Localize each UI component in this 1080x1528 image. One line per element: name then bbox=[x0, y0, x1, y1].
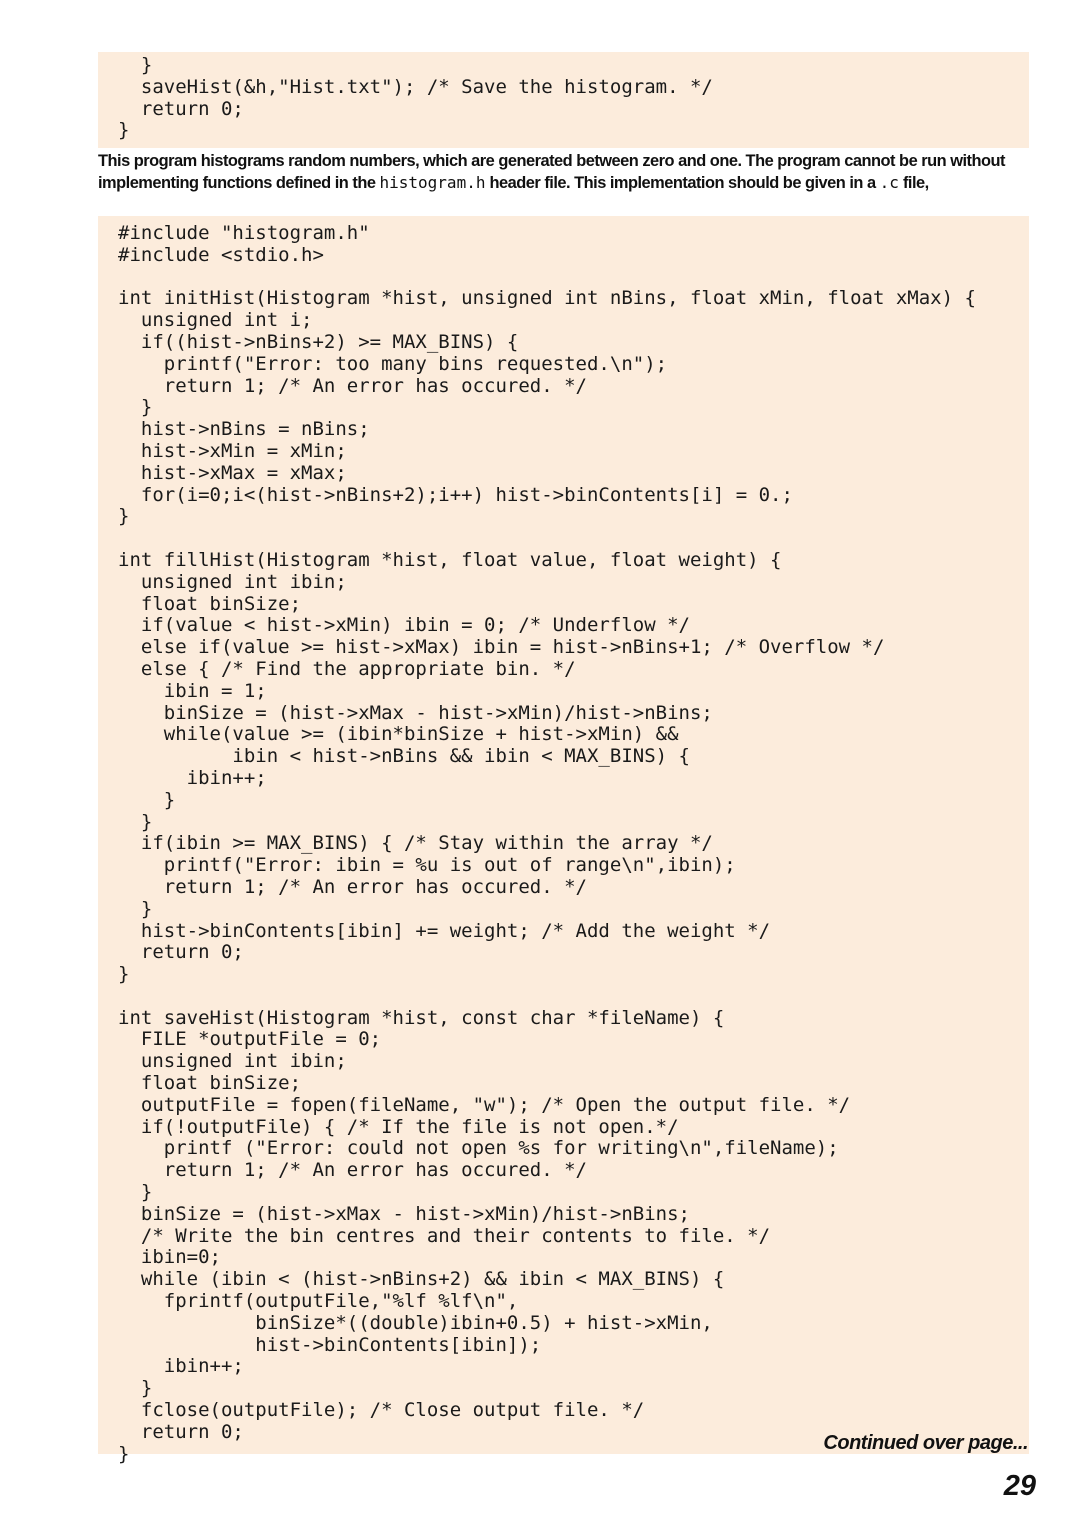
inline-code-header-file: histogram.h bbox=[379, 173, 486, 192]
code-listing-top: } saveHist(&h,"Hist.txt"); /* Save the histogram. */ return 0; } bbox=[118, 54, 713, 142]
code-listing-main: #include "histogram.h" #include <stdio.h> int initHist(Histogram *hist, unsigned int nBins, float xMin, float xMax) { unsigned int i; if((hist->nBins+2) >= MAX_BINS) { printf("Error: too many bins requested.\n"); return 1; /* An error has occured. */ } hist->nBins = nBins; hist->xMin = xMin; hist->xMax = xMax; for(i=0;i<(hist->nBins+2);i++) hist->binContents[i] = 0.; } int fillHist(Histogram *hist, float value, float weight) { unsigned int ibin; float binSize; if(value < hist->xMin) ibin = 0; /* Underflow */ else if(value >= hist->xMax) ibin = hist->nBins+1; /* Overflow */ else { /* Find the appropriate bin. */ ibin = 1; binSize = (hist->xMax - hist->xMin)/hist->nBins; while(value >= (ibin*binSize + hist->xMin) && ibin < hist->nBins && ibin < MAX_BINS) { ibin++; } } if(ibin >= MAX_BINS) { /* Stay within the array */ printf("Error: ibin = %u is out of range\n",ibin); return 1; /* An error has occured. */ } hist->binContents[ibin] += weight; /* Add the weight */ return 0; } int saveHist(Histogram *hist, const char *fileName) { FILE *outputFile = 0; unsigned int ibin; float binSize; outputFile = fopen(fileName, "w"); /* Open the output file. */ if(!outputFile) { /* If the file is not open.*/ printf ("Error: could not open %s for writing\n",fileName); return 1; /* An error has occured. */ } binSize = (hist->xMax - hist->xMin)/hist->nBins; /* Write the bin centres and their contents to file. */ ibin=0; while (ibin < (hist->nBins+2) && ibin < MAX_BINS) { fprintf(outputFile,"%lf %lf\n", binSize*((double)ibin+0.5) + hist->xMin, hist->binContents[ibin]); ibin++; } fclose(outputFile); /* Close output file. */ return 0; } bbox=[118, 222, 976, 1465]
paragraph-text-2: header file. This implementation should be given in a bbox=[485, 174, 880, 192]
code-block-main bbox=[98, 216, 1029, 1465]
page-number: 29 bbox=[1003, 1470, 1036, 1502]
inline-code-extension: .c bbox=[879, 173, 899, 192]
paragraph-text-3: file, bbox=[898, 174, 929, 192]
body-paragraph bbox=[98, 150, 1038, 194]
continued-note: Continued over page... bbox=[823, 1432, 1028, 1454]
paragraph-text-1: This program histograms random numbers, which are generated between zero and one. The program cannot be run without implementing functions defined in the bbox=[98, 152, 1005, 192]
code-block-top bbox=[98, 52, 1029, 148]
